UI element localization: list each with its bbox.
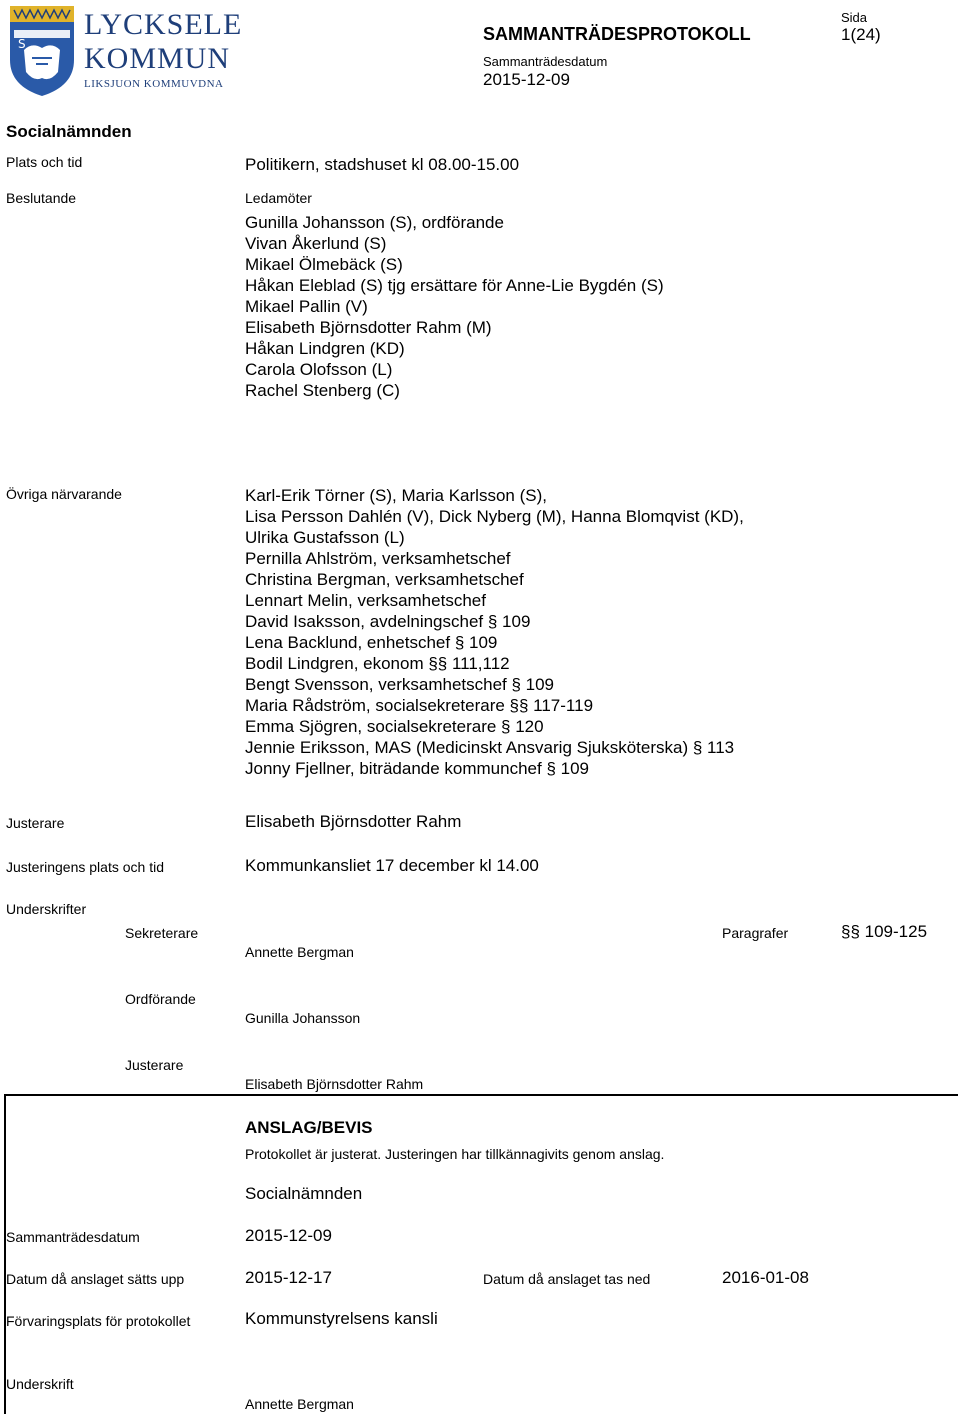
- attendee-line: David Isaksson, avdelningschef § 109: [245, 612, 531, 631]
- member-line: Carola Olofsson (L): [245, 360, 393, 379]
- attendee-line: Christina Bergman, verksamhetschef: [245, 570, 524, 589]
- document-type: SAMMANTRÄDESPROTOKOLL: [483, 24, 751, 44]
- logo-tagline: LIKSJUON KOMMUVDNA: [84, 78, 224, 90]
- others-present-label: Övriga närvarande: [6, 486, 122, 502]
- secretary-label: Sekreterare: [125, 925, 199, 941]
- attendee-line: Lisa Persson Dahlén (V), Dick Nyberg (M), Hanna Blomqvist (KD),: [245, 507, 744, 526]
- signature-label: Underskrift: [6, 1376, 74, 1392]
- attendee-line: Ulrika Gustafsson (L): [245, 528, 405, 547]
- svg-text:S: S: [18, 37, 26, 51]
- member-line: Mikael Pallin (V): [245, 297, 368, 316]
- page-number: 1(24): [841, 25, 881, 44]
- adjuster-value: Elisabeth Björnsdotter Rahm: [245, 812, 462, 831]
- attendee-line: Lennart Melin, verksamhetschef: [245, 591, 486, 610]
- page-label: Sida: [841, 10, 868, 25]
- adjustment-place-value: Kommunkansliet 17 december kl 14.00: [245, 856, 539, 875]
- adjuster-label: Justerare: [6, 815, 65, 831]
- attendee-line: Jonny Fjellner, biträdande kommunchef § 109: [245, 759, 589, 778]
- committee-title: Socialnämnden: [6, 122, 132, 141]
- paragraphs-label: Paragrafer: [722, 925, 789, 941]
- meeting-date: 2015-12-09: [245, 1226, 332, 1245]
- decision-makers-label: Beslutande: [6, 190, 77, 206]
- chair-name: Gunilla Johansson: [245, 1010, 361, 1026]
- members-list: [245, 212, 664, 401]
- adjustment-place-label: Justeringens plats och tid: [6, 859, 164, 875]
- attendee-line: Emma Sjögren, socialsekreterare § 120: [245, 717, 544, 736]
- logo-name-line2: KOMMUN: [84, 42, 231, 75]
- attendee-line: Bengt Svensson, verksamhetschef § 109: [245, 675, 555, 694]
- place-label: Plats och tid: [6, 154, 83, 170]
- logo-name-line1: LYCKSELE: [84, 8, 243, 41]
- attendee-line: Karl-Erik Törner (S), Maria Karlsson (S),: [245, 486, 547, 505]
- header-date-label: Sammanträdesdatum: [483, 54, 608, 69]
- signature-name: Annette Bergman: [245, 1396, 354, 1412]
- removed-date: 2016-01-08: [722, 1268, 809, 1287]
- members-sublabel: Ledamöter: [245, 190, 312, 206]
- secretary-name: Annette Bergman: [245, 944, 354, 960]
- place-value: Politikern, stadshuset kl 08.00-15.00: [245, 155, 520, 174]
- signature-adjuster-label: Justerare: [125, 1057, 184, 1073]
- notice-text: Protokollet är justerat. Justeringen har tillkännagivits genom anslag.: [245, 1146, 665, 1162]
- notice-left-rule: [4, 1094, 6, 1414]
- coat-of-arms-icon: [6, 2, 78, 98]
- attendee-line: Jennie Eriksson, MAS (Medicinskt Ansvarig Sjuksköterska) § 113: [245, 738, 735, 757]
- attendee-line: Lena Backlund, enhetschef § 109: [245, 633, 498, 652]
- storage-label: Förvaringsplats för protokollet: [6, 1313, 191, 1329]
- notice-body: Socialnämnden: [245, 1184, 363, 1203]
- attendee-line: Pernilla Ahlström, verksamhetschef: [245, 549, 511, 568]
- member-line: Rachel Stenberg (C): [245, 381, 400, 400]
- notice-title: ANSLAG/BEVIS: [245, 1118, 373, 1137]
- signature-adjuster-name: Elisabeth Björnsdotter Rahm: [245, 1076, 424, 1092]
- posted-date-label: Datum då anslaget sätts upp: [6, 1271, 185, 1287]
- signatures-label: Underskrifter: [6, 901, 87, 917]
- header-date: 2015-12-09: [483, 70, 570, 89]
- member-line: Håkan Eleblad (S) tjg ersättare för Anne-Lie Bygdén (S): [245, 276, 664, 295]
- attendee-line: Maria Rådström, socialsekreterare §§ 117-119: [245, 696, 594, 715]
- chair-label: Ordförande: [125, 991, 196, 1007]
- attendee-line: Bodil Lindgren, ekonom §§ 111,112: [245, 654, 510, 673]
- member-line: Vivan Åkerlund (S): [245, 234, 387, 253]
- member-line: Gunilla Johansson (S), ordförande: [245, 213, 504, 232]
- removed-date-label: Datum då anslaget tas ned: [483, 1271, 651, 1287]
- member-line: Elisabeth Björnsdotter Rahm (M): [245, 318, 492, 337]
- posted-date: 2015-12-17: [245, 1268, 332, 1287]
- member-line: Håkan Lindgren (KD): [245, 339, 405, 358]
- others-present-list: [245, 485, 744, 779]
- notice-top-rule: [4, 1094, 958, 1096]
- storage-value: Kommunstyrelsens kansli: [245, 1309, 438, 1328]
- meeting-date-label: Sammanträdesdatum: [6, 1229, 140, 1245]
- paragraphs-value: §§ 109-125: [841, 922, 928, 941]
- member-line: Mikael Ölmebäck (S): [245, 255, 403, 274]
